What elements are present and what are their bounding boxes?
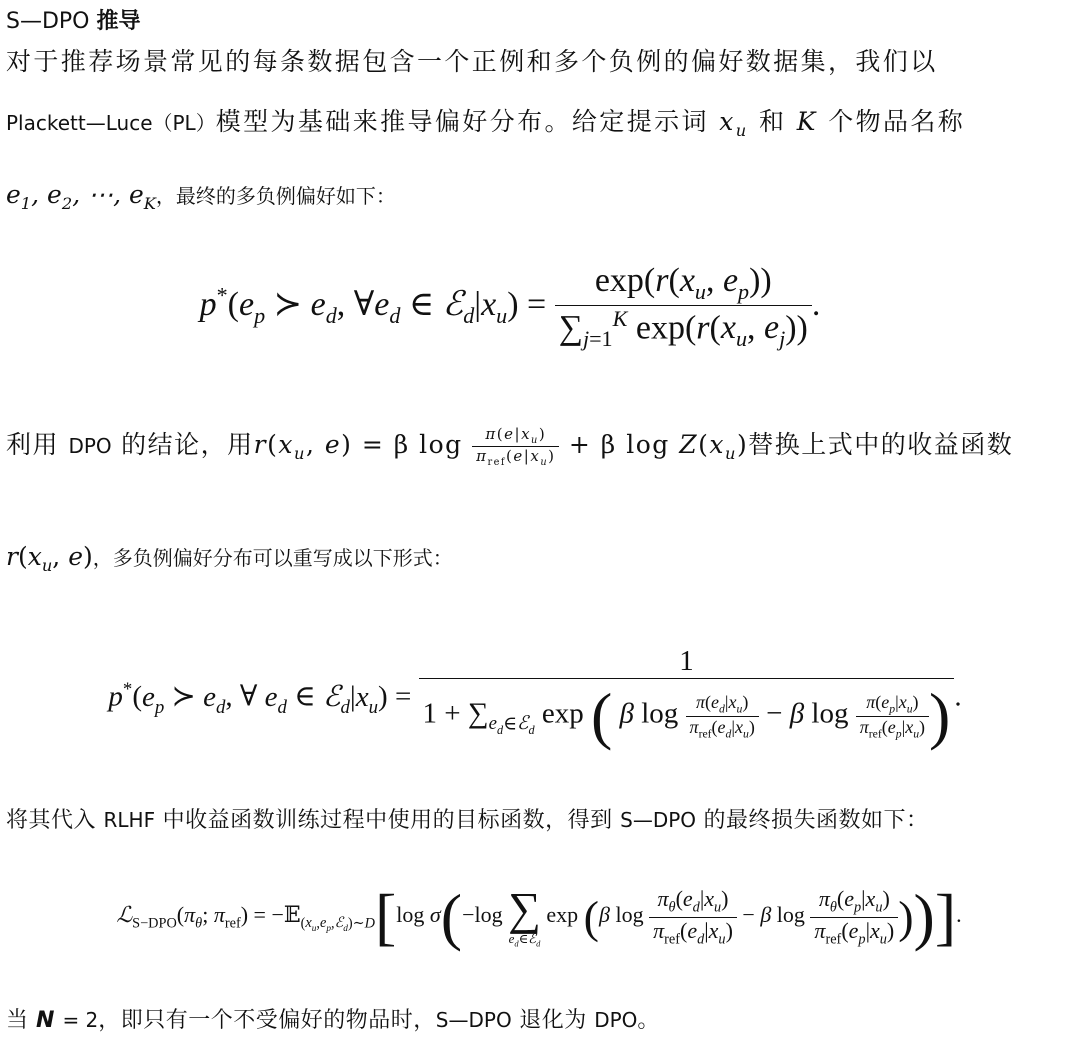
section-title	[6, 4, 1074, 35]
section-title-cn: 推导	[96, 9, 141, 34]
equation-2-fraction: 1 $1 + \sum_{e_d\in ℰ_d}$ exp ( β log $\frac{\pi(e_d|x_u)}{\pi_{ref}(e_d|x_u)}$ − β log $\frac{\pi(e_p|x_u)}{\pi_{ref}(e_p|x_u)}$ )	[419, 645, 955, 753]
paragraph-1-line-1: 对于推荐场景常见的每条数据包含一个正例和多个负例的偏好数据集，我们以	[6, 47, 938, 76]
reward-substitution: $r(x_u$, e) = β log $\frac{\pi(e|x_u)}{\pi_{ref}(e|x_u)}$ + β $\log Z(x_u)$	[253, 425, 749, 468]
prompt-variable: $x_u$	[719, 107, 749, 140]
paragraph-2: 利用 DPO 的结论，用$r(x_u$, e) = β log $\frac{\pi(e|x_u)}{\pi_{ref}(e|x_u)}$ + β $\log Z(x_u)$替换上式中的收益函数	[6, 425, 1014, 468]
equation-pl-preference: $p^*(e_p$ ≻ $e_d$, $\forall e_d$ ∈ $ℰ_d|x_u$) = $\frac{\exp(r(x_u, e_p))}{\sum_{j=1}^K \exp(r(x_u, e_j))}$ .	[199, 262, 821, 351]
equation-1-fraction: $\frac{\exp(r(x_u, e_p))}{\sum_{j=1}^K \exp(r(x_u, e_j))}$	[555, 262, 812, 352]
paragraph-1-line-2: Plackett—Luce（PL）模型为基础来推导偏好分布。给定提示词 $x_u$ 和 K 个物品名称	[6, 107, 966, 140]
equation-sdpo-loss: $ℒ_{S-DPO}(\pi_\theta$; $\pi_{ref}$) = −𝔼$_{(x_u,e_p,ℰ_d)\sim D}$[log σ(−log ∑ $e_d\in ℰ_d$ exp (β log $\frac{\pi_\theta(e_d|x_u)}{\pi_{ref}(e_d|x_u)}$ − β log $\frac{\pi_\theta(e_p|x_u)}{\pi_{ref}(e_p|x_u)}$ ))].	[116, 881, 962, 952]
paragraph-1-line-3: $e_1$, $e_2$, ⋯, $e_K$，最终的多负例偏好如下：	[6, 180, 396, 213]
item-list: $e_1$, $e_2$, ⋯, $e_K$	[6, 180, 156, 213]
final-note: 当 N = 2，即只有一个不受偏好的物品时，S—DPO 退化为 DPO。	[6, 1008, 660, 1033]
item-count-variable: K	[796, 107, 818, 136]
paragraph-4: 将其代入 RLHF 中收益函数训练过程中使用的目标函数，得到 S—DPO 的最终损失函数如下：	[6, 808, 929, 833]
pl-model-name: Plackett—Luce（PL）	[6, 111, 216, 135]
paragraph-3: $r(x_u$, e)，多负例偏好分布可以重写成以下形式：	[6, 542, 453, 575]
section-title-latin: S—DPO	[6, 9, 90, 34]
equation-multi-negative-preference: $p^*(e_p$ ≻ $e_d$, ∀ $e_d$ ∈ $ℰ_d|x_u$) = 1 $1 + \sum_{e_d\in ℰ_d}$ exp ( β log $\frac{\pi(e_d|x_u)}{\pi_{ref}(e_d|x_u)}$ − β log $\frac{\pi(e_p|x_u)}{\pi_{ref}(e_p|x_u)}$ ) .	[108, 645, 962, 751]
